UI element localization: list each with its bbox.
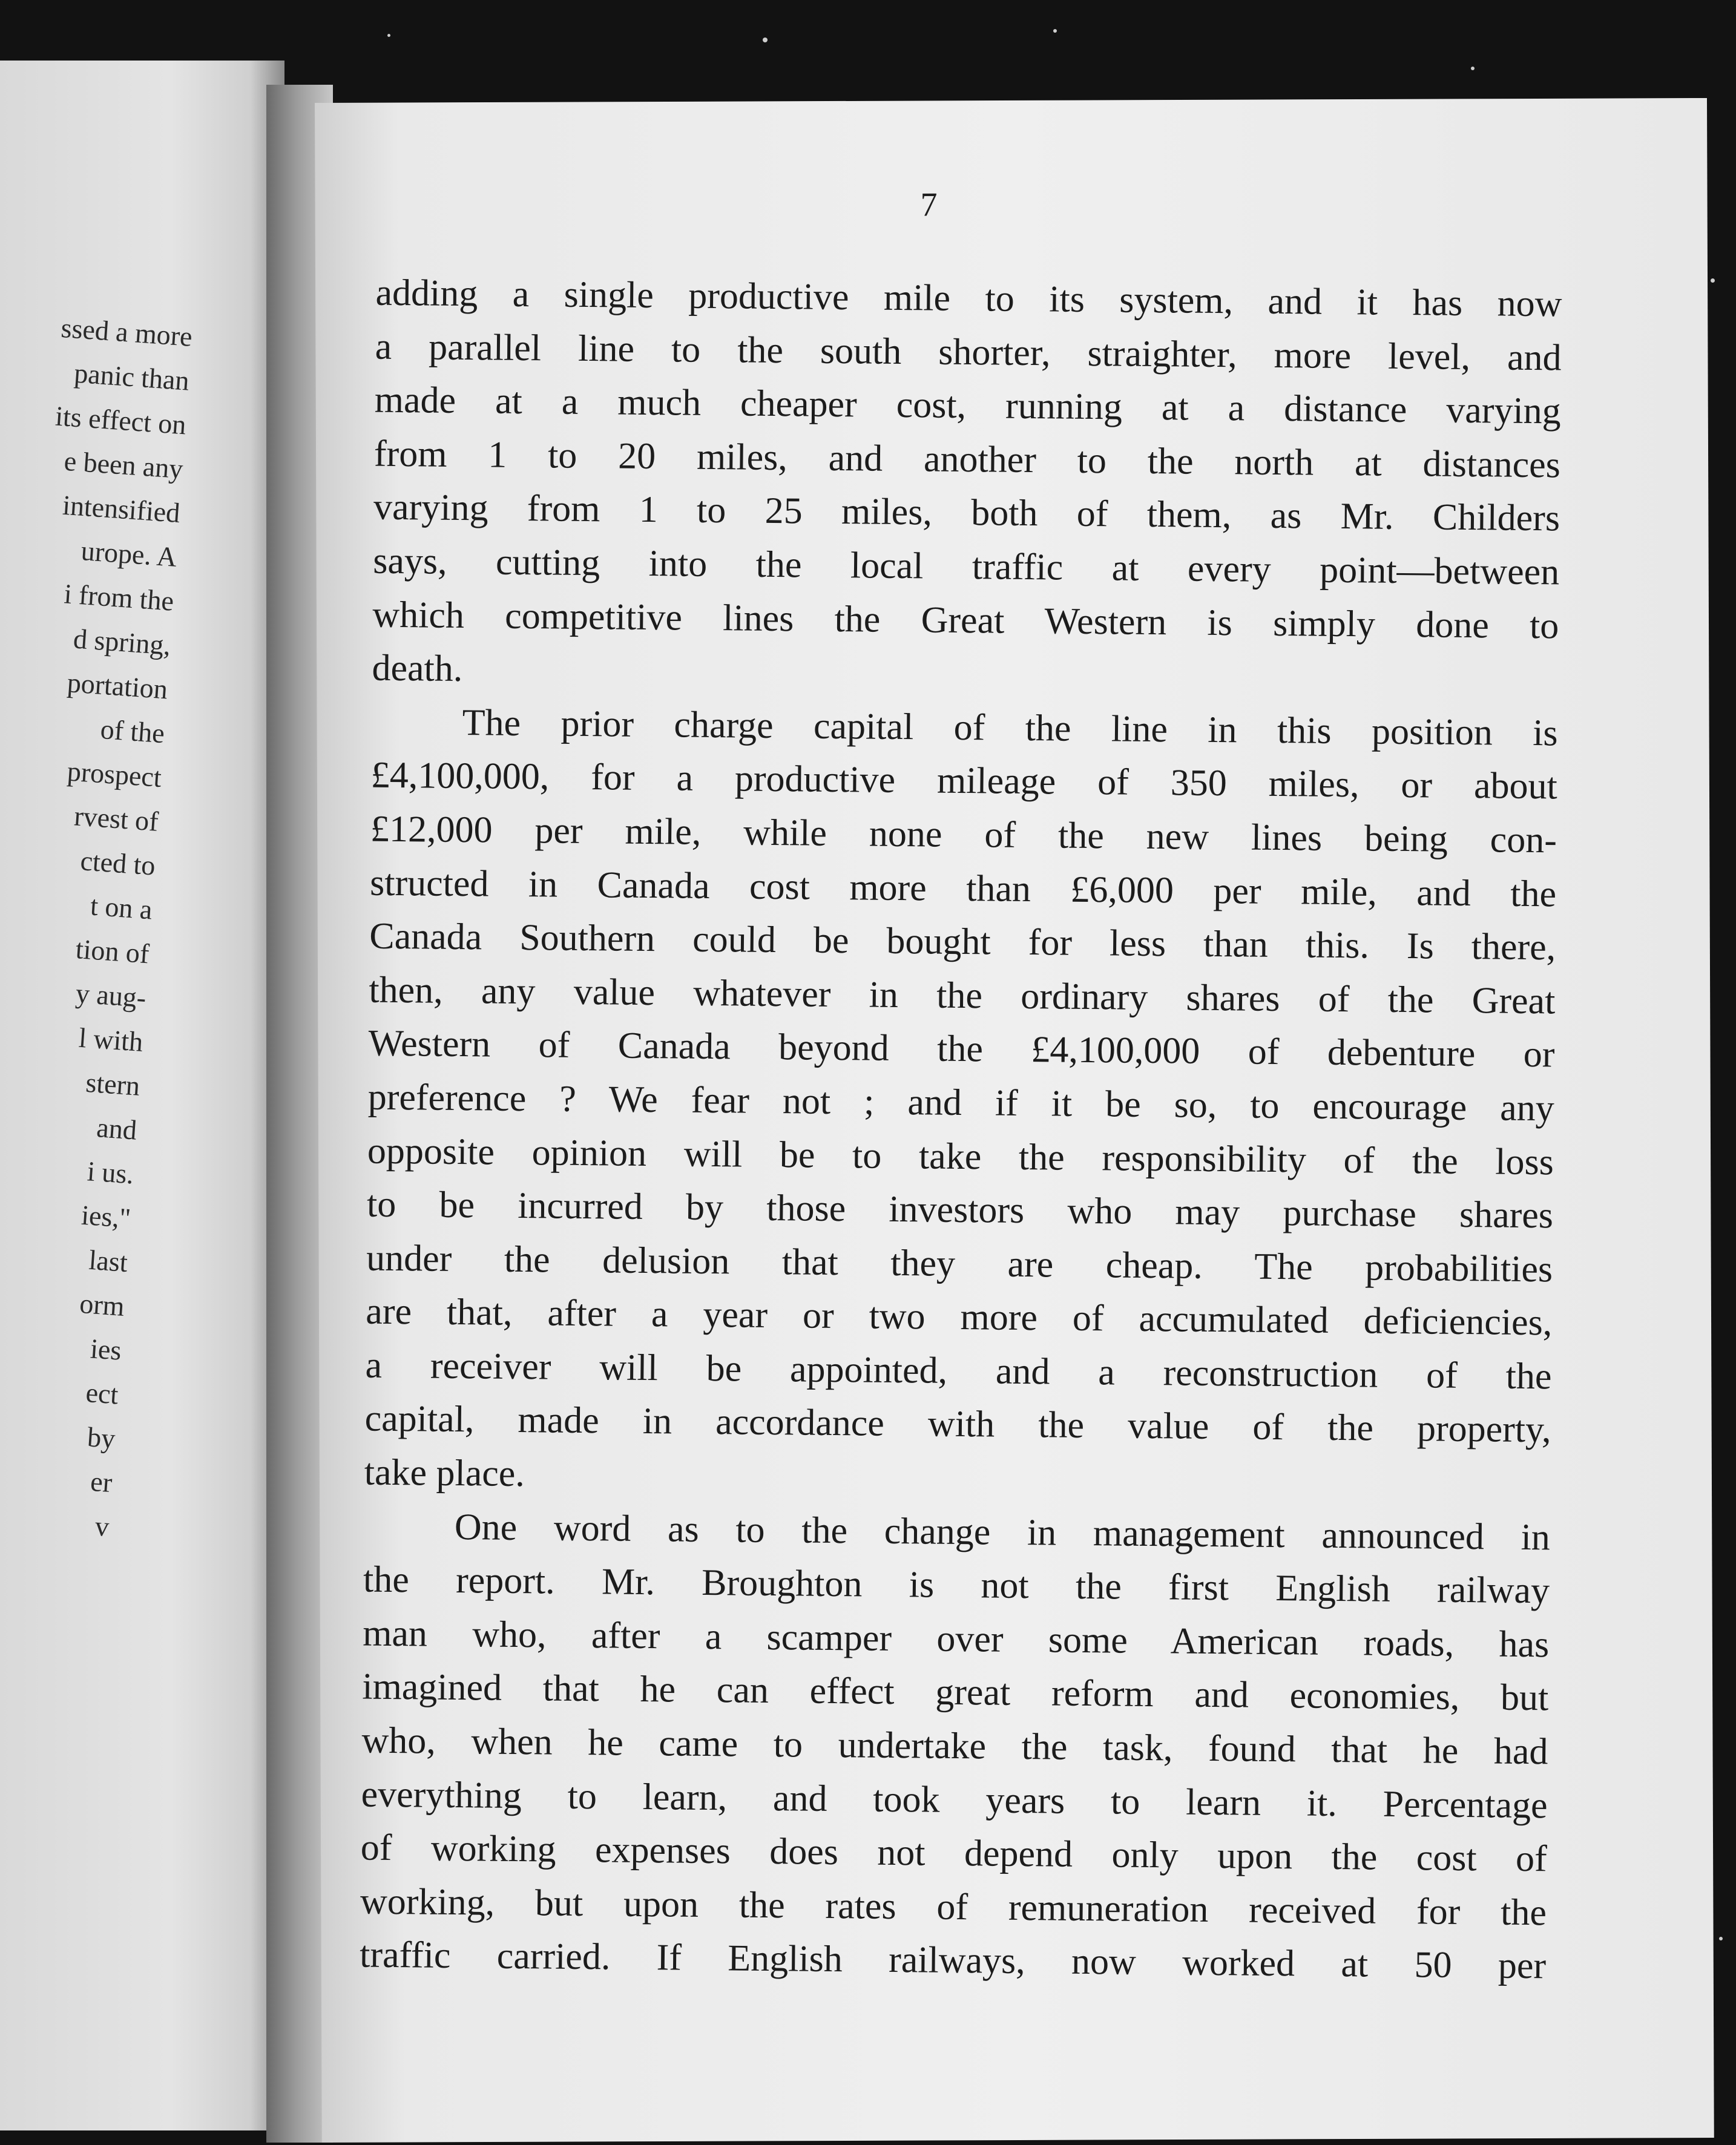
left-page-line: er — [89, 1465, 113, 1499]
dust-speck — [763, 38, 768, 42]
text-line: to be incurred by those investors who may purchase shares — [366, 1183, 1554, 1237]
text-line: preference ? We fear not ; and if it be so, to encourage any — [367, 1076, 1554, 1129]
dust-speck — [1471, 67, 1475, 70]
left-page-line: i from the — [63, 578, 175, 617]
left-page-text — [0, 306, 194, 1549]
left-page-line: by — [86, 1421, 116, 1454]
left-page-line: cted to — [79, 845, 157, 881]
left-page-line: and — [95, 1112, 138, 1146]
text-line: working, but upon the rates of remuneration received for the — [360, 1881, 1547, 1934]
left-page-line: portation — [66, 666, 169, 705]
text-line: capital, made in accordance with the value of the property, — [364, 1398, 1551, 1451]
text-line: under the delusion that they are cheap. The probabilities — [366, 1237, 1553, 1290]
left-page-line: stern — [84, 1066, 141, 1102]
left-page-line: ect — [84, 1376, 120, 1410]
text-line: Western of Canada beyond the £4,100,000 of debenture or — [368, 1022, 1555, 1076]
left-page-line: of the — [99, 713, 166, 749]
text-line: who, when he came to undertake the task, found that he had — [361, 1720, 1548, 1773]
text-line: which competitive lines the Great Western is simply done to — [372, 594, 1559, 646]
left-page-line: urope. A — [80, 535, 178, 573]
left-page-line: panic than — [73, 357, 191, 396]
text-line: from 1 to 20 miles, and another to the north at distances — [373, 433, 1561, 486]
left-page-line: i us. — [86, 1155, 135, 1190]
left-page-line: ies," — [80, 1199, 132, 1234]
left-page-line: tion of — [74, 933, 150, 970]
text-line: a parallel line to the south shorter, straighter, more level, and — [375, 326, 1562, 379]
text-line: imagined that he can effect great reform and economies, but — [362, 1666, 1549, 1719]
text-line: structed in Canada cost more than £6,000 per mile, and the — [369, 862, 1557, 915]
left-page-line: ssed a more — [60, 312, 194, 352]
dust-speck — [387, 34, 390, 37]
page-number: 7 — [920, 186, 938, 224]
text-line: made at a much cheaper cost, running at a distance varying — [374, 379, 1562, 432]
text-line: varying from 1 to 25 miles, both of them, as Mr. Childers — [373, 487, 1560, 539]
text-line: £4,100,000, for a productive mileage of 350 miles, or about — [370, 754, 1558, 807]
left-page-line: y aug- — [74, 977, 147, 1014]
left-page-line: last — [88, 1244, 129, 1278]
text-line: the report. Mr. Broughton is not the first English railway — [363, 1559, 1550, 1612]
left-page-line: rvest of — [73, 800, 160, 837]
text-line: £12,000 per mile, while none of the new lines being con- — [370, 808, 1557, 861]
left-facing-page — [0, 61, 284, 2130]
text-line: says, cutting into the local traffic at every point—between — [372, 540, 1560, 593]
text-line: of working expenses does not depend only upon the cost of — [360, 1827, 1548, 1880]
left-page-line: prospect — [66, 755, 163, 793]
text-line: death. — [372, 647, 463, 690]
text-line: then, any value whatever in the ordinary shares of the Great — [369, 969, 1556, 1022]
left-page-line: v — [94, 1510, 110, 1543]
text-line: are that, after a year or two more of accumulated deficiencies, — [366, 1290, 1553, 1344]
left-page-line: d spring, — [72, 623, 172, 661]
text-line: man who, after a scamper over some American roads, has — [362, 1612, 1550, 1666]
body-text — [360, 266, 1562, 1994]
dust-speck — [1053, 29, 1057, 33]
left-page-line: e been any — [63, 445, 184, 485]
text-line: opposite opinion will be to take the responsibility of the loss — [367, 1130, 1554, 1183]
text-line: One word as to the change in management announced in — [454, 1506, 1551, 1559]
left-page-line: its effect on — [54, 400, 188, 441]
text-line: The prior charge capital of the line in this position is — [462, 701, 1558, 754]
text-line: Canada Southern could be bought for less than this. Is there, — [369, 915, 1556, 968]
left-page-line: intensified — [61, 489, 181, 529]
text-line: a receiver will be appointed, and a reconstruction of the — [365, 1344, 1552, 1398]
text-line: adding a single productive mile to its system, and it has now — [375, 272, 1562, 325]
text-line: everything to learn, and took years to learn it. Percentage — [361, 1773, 1548, 1826]
left-page-line: t on a — [89, 890, 154, 925]
text-line: traffic carried. If English railways, now worked at 50 per — [359, 1934, 1547, 1987]
left-page-line: orm — [78, 1287, 126, 1322]
text-line: take place. — [364, 1451, 525, 1495]
right-page — [315, 98, 1714, 2143]
left-page-line: ies — [89, 1333, 123, 1366]
dust-speck — [1711, 278, 1715, 283]
left-page-line: l with — [77, 1022, 144, 1058]
dust-speck — [1719, 1937, 1723, 1940]
